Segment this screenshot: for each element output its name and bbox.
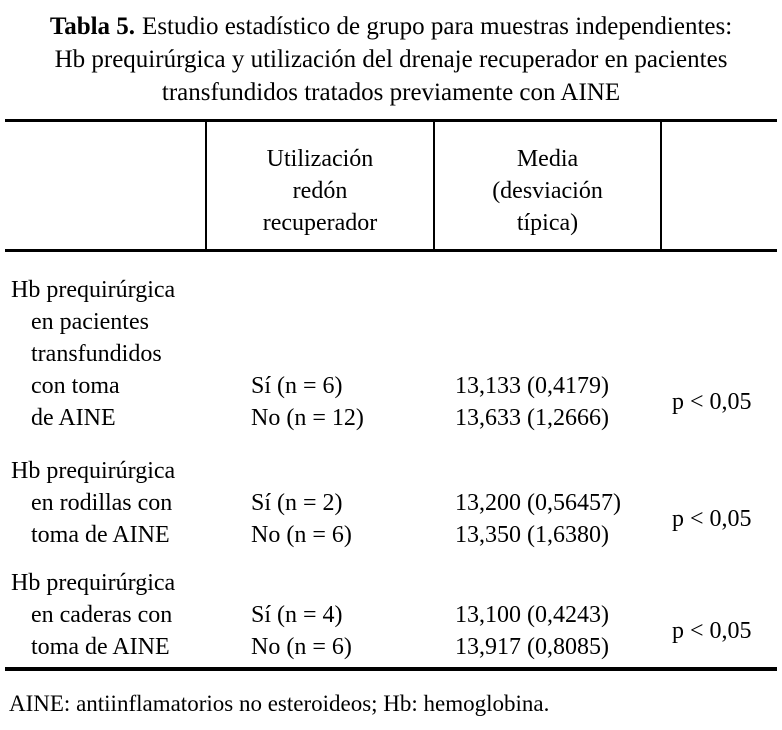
row-label-line: con toma <box>31 373 120 399</box>
media-no: 13,350 (1,6380) <box>455 522 609 548</box>
title-line-1 <box>4 10 778 43</box>
row-label <box>5 274 205 434</box>
table-footnote: AINE: antiinflamatorios no esteroideos; Hb: hemoglobina. <box>9 691 550 716</box>
table-header-row <box>5 119 777 252</box>
header-media-line-2: (desviación <box>492 178 603 204</box>
utilization-cell <box>205 567 433 663</box>
title-line-3: transfundidos tratados previamente con AINE <box>161 79 621 106</box>
header-media-line-3: típica) <box>516 210 579 236</box>
row-label-line: Hb prequirúrgica <box>11 458 176 484</box>
header-utilization-line-1: Utilización <box>266 146 374 172</box>
utilization-no: No (n = 12) <box>251 405 364 431</box>
p-value: p < 0,05 <box>672 506 752 532</box>
media-cell <box>433 567 660 663</box>
row-label-line: Hb prequirúrgica <box>11 277 176 303</box>
row-label-line: toma de AINE <box>31 522 170 548</box>
header-cell-media <box>433 122 660 249</box>
media-cell <box>433 455 660 551</box>
media-no: 13,633 (1,2666) <box>455 405 609 431</box>
media-cell <box>433 274 660 434</box>
media-yes: 13,133 (0,4179) <box>455 373 609 399</box>
row-label-line: en rodillas con <box>31 490 173 516</box>
utilization-no: No (n = 6) <box>251 634 352 660</box>
table-row-transfundidos <box>5 274 777 434</box>
p-value: p < 0,05 <box>672 618 752 644</box>
row-label-line: transfundidos <box>31 341 162 367</box>
row-label-line: en pacientes <box>31 309 149 335</box>
table-figure <box>0 10 782 730</box>
statistics-table <box>5 119 777 671</box>
row-label <box>5 567 205 663</box>
table-row-caderas <box>5 567 777 663</box>
table-title <box>4 10 778 109</box>
table-row-rodillas <box>5 455 777 551</box>
media-no: 13,917 (0,8085) <box>455 634 609 660</box>
row-label-line: toma de AINE <box>31 634 170 660</box>
row-label <box>5 455 205 551</box>
utilization-no: No (n = 6) <box>251 522 352 548</box>
title-line-1-text: Estudio estadístico de grupo para muestras independientes: <box>142 13 733 40</box>
header-cell-empty-right <box>660 122 777 249</box>
utilization-cell <box>205 455 433 551</box>
row-label-line: de AINE <box>31 405 116 431</box>
p-value: p < 0,05 <box>672 389 752 415</box>
header-cell-empty-left <box>5 122 205 249</box>
table-number: Tabla 5. <box>49 13 136 40</box>
header-media-line-1: Media <box>516 146 579 172</box>
row-label-line: en caderas con <box>31 602 173 628</box>
header-utilization-line-2: redón <box>292 178 348 204</box>
table-body <box>5 274 777 671</box>
title-line-2: Hb prequirúrgica y utilización del drenaje recuperador en pacientes <box>54 46 728 73</box>
header-utilization-line-3: recuperador <box>262 210 378 236</box>
media-yes: 13,100 (0,4243) <box>455 602 609 628</box>
row-label-line: Hb prequirúrgica <box>11 570 176 596</box>
utilization-yes: Sí (n = 2) <box>251 490 343 516</box>
utilization-yes: Sí (n = 4) <box>251 602 343 628</box>
header-cell-utilization <box>205 122 433 249</box>
utilization-cell <box>205 274 433 434</box>
media-yes: 13,200 (0,56457) <box>455 490 621 516</box>
utilization-yes: Sí (n = 6) <box>251 373 343 399</box>
